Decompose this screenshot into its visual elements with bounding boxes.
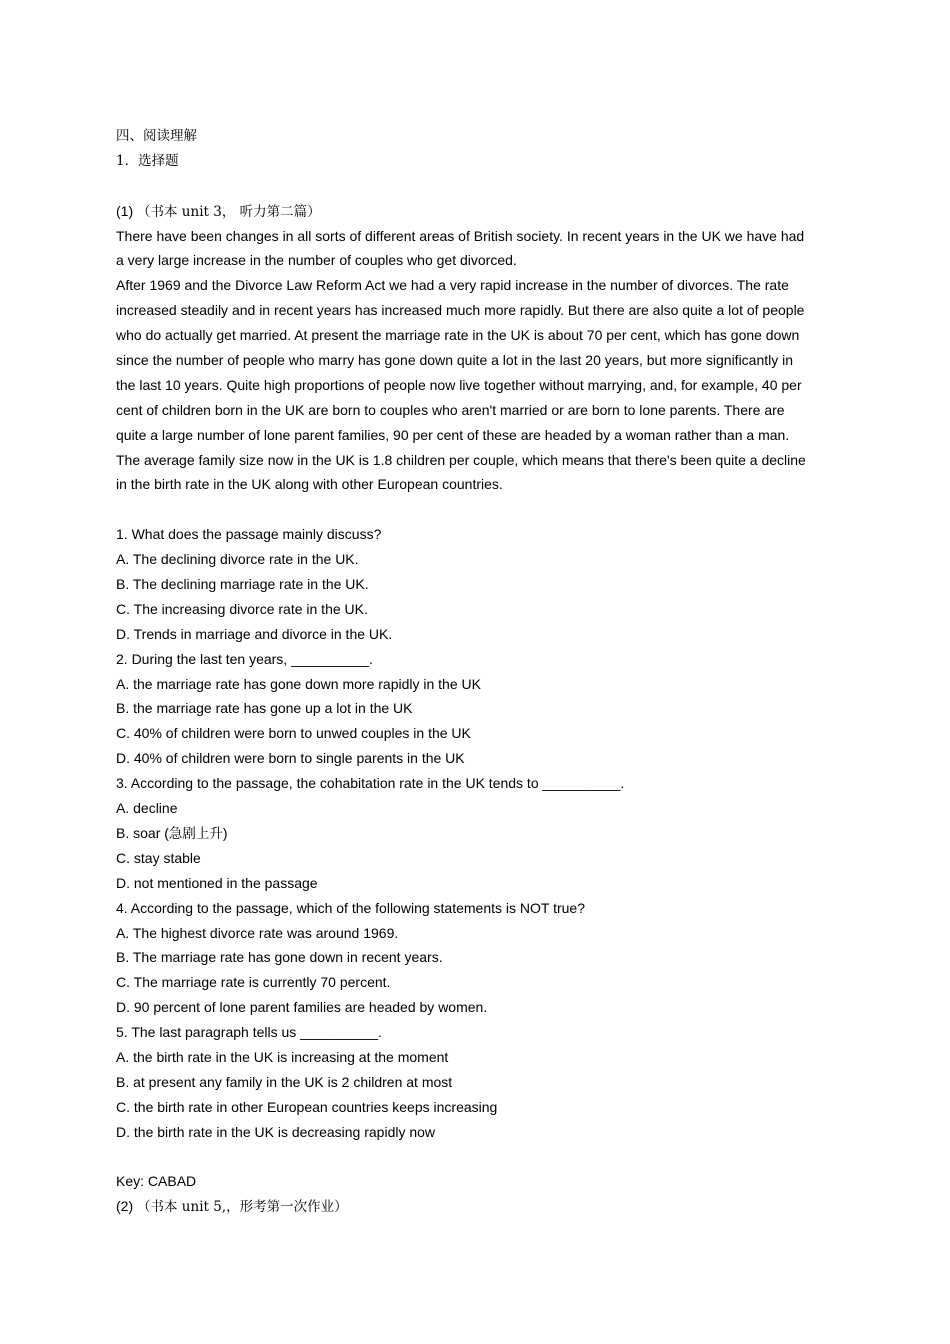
question-3	[116, 771, 828, 895]
question-option: C. The marriage rate is currently 70 percent.	[116, 974, 391, 991]
paragraph-line: cent of children born in the UK are born to couples who aren't married or are born to lone parents. There are	[116, 401, 785, 418]
paragraph-line: The average family size now in the UK is 1.8 children per couple, which means that there's been quite a decline	[116, 451, 806, 468]
paragraph-line: a very large increase in the number of couples who get divorced.	[116, 252, 517, 269]
document-page	[116, 124, 828, 1219]
passage-1-heading	[116, 199, 828, 224]
question-option: A. the birth rate in the UK is increasing at the moment	[116, 1048, 449, 1065]
paragraph-line: who do actually get married. At present the marriage rate in the UK is about 70 per cent, which has gone down	[116, 327, 800, 344]
question-option: A. the marriage rate has gone down more rapidly in the UK	[116, 675, 481, 692]
passage-1-paragraph-2	[116, 273, 828, 497]
question-option: D. not mentioned in the passage	[116, 874, 318, 891]
question-option: D. the birth rate in the UK is decreasing rapidly now	[116, 1123, 436, 1140]
passage-2-source: （书本 unit 5,，形考第一次作业）	[137, 1199, 348, 1216]
question-stem: 1. What does the passage mainly discuss?	[116, 526, 382, 543]
question-option: C. the birth rate in other European countries keeps increasing	[116, 1098, 498, 1115]
question-option: C. stay stable	[116, 849, 201, 866]
question-option: B. at present any family in the UK is 2 children at most	[116, 1073, 453, 1090]
question-option: A. decline	[116, 800, 178, 817]
spacer	[116, 1145, 828, 1170]
question-option: B. The declining marriage rate in the UK.	[116, 576, 369, 593]
question-option: D. 90 percent of lone parent families are headed by women.	[116, 999, 488, 1016]
question-option: A. The highest divorce rate was around 1969.	[116, 924, 399, 941]
paragraph-line: increased steadily and in recent years has increased much more rapidly. But there are also quite a lot of people	[116, 302, 805, 319]
passage-2-heading	[116, 1194, 828, 1219]
question-option: A. The declining divorce rate in the UK.	[116, 551, 359, 568]
question-option: D. 40% of children were born to single parents in the UK	[116, 750, 465, 767]
paragraph-line: There have been changes in all sorts of different areas of British society. In recent years in the UK we have had	[116, 227, 805, 244]
question-stem: 3. According to the passage, the cohabitation rate in the UK tends to __________.	[116, 775, 625, 792]
paragraph-line: in the birth rate in the UK along with other European countries.	[116, 476, 503, 493]
paragraph-line: since the number of people who marry has gone down quite a lot in the last 20 years, but more significantly in	[116, 352, 794, 369]
question-option-b	[116, 821, 828, 846]
option-close-paren: )	[222, 824, 228, 841]
subsection-title: 1．选择题	[116, 152, 179, 169]
question-option: D. Trends in marriage and divorce in the UK.	[116, 625, 393, 642]
question-4	[116, 896, 828, 1020]
question-stem: 5. The last paragraph tells us __________.	[116, 1024, 382, 1041]
spacer	[116, 174, 828, 199]
spacer	[116, 497, 828, 522]
option-text: B. soar (	[116, 824, 169, 841]
question-option: C. 40% of children were born to unwed couples in the UK	[116, 725, 471, 742]
question-stem: 2. During the last ten years, __________.	[116, 650, 373, 667]
paragraph-line: quite a large number of lone parent families, 90 per cent of these are headed by a woman rather than a man.	[116, 426, 790, 443]
passage-1-paragraph-1	[116, 224, 828, 274]
section-title: 四、阅读理解	[116, 128, 197, 144]
question-option: B. The marriage rate has gone down in recent years.	[116, 949, 443, 966]
option-gloss: 急剧上升	[168, 825, 223, 842]
question-1	[116, 522, 828, 646]
paragraph-line: the last 10 years. Quite high proportions of people now live together without marrying, and, for example, 40 per	[116, 376, 802, 393]
question-5	[116, 1020, 828, 1144]
answer-key: Key: CABAD	[116, 1173, 197, 1190]
question-option: B. the marriage rate has gone up a lot in the UK	[116, 700, 413, 717]
passage-1-number: (1)	[116, 202, 134, 219]
question-2	[116, 647, 828, 771]
passage-1-source: （书本 unit 3， 听力第二篇）	[137, 203, 321, 220]
question-option: C. The increasing divorce rate in the UK.	[116, 600, 368, 617]
passage-2-number: (2)	[116, 1198, 134, 1215]
question-stem: 4. According to the passage, which of the following statements is NOT true?	[116, 899, 585, 916]
paragraph-line: After 1969 and the Divorce Law Reform Act we had a very rapid increase in the number of divorces. The rate	[116, 277, 789, 294]
